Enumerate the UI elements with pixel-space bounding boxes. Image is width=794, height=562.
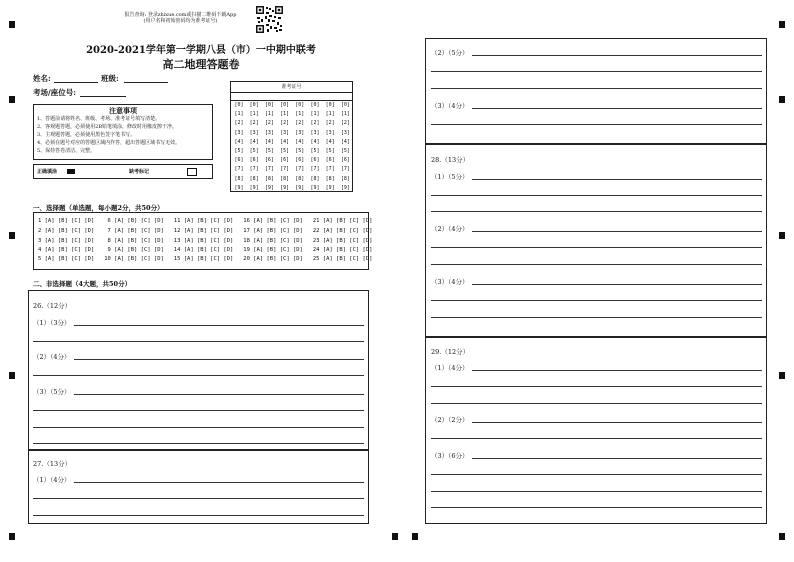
exam-id-bubble[interactable]: [1] [340, 111, 350, 118]
exam-id-bubble[interactable]: [9] [249, 184, 259, 191]
exam-id-bubble[interactable]: [4] [264, 138, 274, 145]
exam-id-bubble[interactable]: [0] [340, 102, 350, 108]
exam-id-bubble[interactable]: [2] [295, 120, 305, 127]
exam-id-bubble[interactable]: [0] [310, 102, 320, 108]
exam-id-bubble[interactable]: [7] [280, 166, 290, 173]
name-label: 姓名: [33, 74, 51, 83]
exam-id-bubble[interactable]: [7] [264, 166, 274, 173]
answer-line[interactable] [431, 195, 762, 196]
section1-heading: 一、选择题（单选题，每小题2分，共50分） [33, 204, 164, 212]
mcq-row[interactable]: 1 [A] [B] [C] [D] 6 [A] [B] [C] [D] 11 [A] [B] [C] [D] 16 [A] [B] [C] [D] 21 [A] [B] [C] [D] [38, 218, 373, 224]
exam-id-bubble[interactable]: [1] [310, 111, 320, 118]
exam-id-heading: 准考证号 [281, 84, 302, 90]
absent-label: 缺考标记 [129, 169, 150, 175]
exam-id-bubble[interactable]: [2] [325, 120, 335, 127]
registration-mark [392, 533, 398, 540]
section2-heading: 二、非选择题（4大题，共50分） [33, 280, 132, 288]
top-note-line2: (用户名和初始密码均为准考证号) [143, 18, 218, 24]
q29-sub3: （3）（6分） [431, 452, 469, 460]
answer-line[interactable] [431, 247, 762, 248]
q26-heading: 26.（12分） [33, 302, 72, 310]
mcq-row[interactable]: 3 [A] [B] [C] [D] 8 [A] [B] [C] [D] 13 [A] [B] [C] [D] 18 [A] [B] [C] [D] 23 [A] [B] [C] [D] [38, 238, 373, 244]
exam-id-bubble[interactable]: [9] [325, 184, 335, 191]
exam-id-bubble[interactable]: [0] [280, 102, 290, 108]
exam-id-bubble[interactable]: [3] [249, 129, 259, 136]
q28-heading: 28.（13分） [431, 156, 470, 164]
answer-line[interactable] [431, 124, 762, 125]
answer-line[interactable] [431, 438, 762, 439]
exam-id-bubble[interactable]: [7] [234, 166, 244, 173]
exam-id-bubble[interactable]: [1] [280, 111, 290, 118]
exam-id-bubble[interactable]: [4] [310, 138, 320, 145]
q26-box [28, 290, 369, 450]
exam-id-bubble[interactable]: [6] [310, 157, 320, 164]
exam-id-bubble[interactable]: [8] [264, 175, 274, 182]
registration-mark [779, 232, 785, 239]
exam-id-column [309, 101, 321, 193]
exam-id-bubble[interactable]: [1] [325, 111, 335, 118]
notice-list [37, 116, 180, 154]
exam-id-bubble[interactable]: [6] [249, 157, 259, 164]
answer-line[interactable] [472, 370, 762, 371]
exam-id-bubble[interactable]: [9] [234, 184, 244, 191]
answer-line[interactable] [74, 359, 364, 360]
mcq-row[interactable]: 4 [A] [B] [C] [D] 9 [A] [B] [C] [D] 14 [A] [B] [C] [D] 19 [A] [B] [C] [D] 24 [A] [B] [C] [D] [38, 247, 373, 253]
mcq-row[interactable]: 5 [A] [B] [C] [D] 10 [A] [B] [C] [D] 15 [A] [B] [C] [D] 20 [A] [B] [C] [D] 25 [A] [B] [C] [D] [38, 256, 373, 262]
registration-mark [779, 96, 785, 103]
notice-item: 3、主观题答题，必须使用黑色签字笔书写。 [37, 132, 136, 138]
exam-id-bubble[interactable]: [5] [340, 147, 350, 154]
exam-id-bubble[interactable]: [1] [295, 111, 305, 118]
exam-id-bubble[interactable]: [3] [340, 129, 350, 136]
exam-id-bubble[interactable]: [5] [310, 147, 320, 154]
q29-box [425, 337, 767, 524]
answer-line[interactable] [431, 507, 762, 508]
notice-item: 2、客观题答题，必须使用2B铅笔填涂，修改时用橡皮擦干净。 [37, 124, 178, 130]
q27-heading: 27.（13分） [33, 460, 72, 468]
answer-line[interactable] [472, 55, 762, 56]
exam-id-bubble[interactable]: [4] [340, 138, 350, 145]
fill-correct-label: 正确填涂 [37, 169, 58, 175]
q29-heading: 29.（12分） [431, 348, 470, 356]
mcq-row[interactable]: 2 [A] [B] [C] [D] 7 [A] [B] [C] [D] 12 [A] [B] [C] [D] 17 [A] [B] [C] [D] 22 [A] [B] [C] [D] [38, 228, 373, 234]
exam-id-bubble[interactable]: [6] [340, 157, 350, 164]
answer-line[interactable] [472, 231, 762, 232]
exam-id-column [233, 101, 245, 193]
q26-sub2: （2）（4分） [33, 353, 71, 361]
exam-id-bubble[interactable]: [0] [325, 102, 335, 108]
exam-id-bubble[interactable]: [8] [325, 175, 335, 182]
exam-id-bubble[interactable]: [5] [234, 147, 244, 154]
answer-line[interactable] [472, 458, 762, 459]
class-label: 班级: [101, 74, 119, 83]
answer-line[interactable] [33, 410, 364, 411]
exam-id-bubble[interactable]: [8] [310, 175, 320, 182]
answer-line[interactable] [74, 394, 364, 395]
exam-id-bubble[interactable]: [6] [264, 157, 274, 164]
answer-line[interactable] [74, 325, 364, 326]
exam-id-bubble[interactable]: [7] [249, 166, 259, 173]
filled-bubble-icon [67, 169, 75, 174]
notice-item: 4、必须在题号对应的答题区域内作答，超出答题区域书写无效。 [37, 140, 181, 146]
answer-line[interactable] [431, 300, 762, 301]
exam-id-bubble[interactable]: [3] [280, 129, 290, 136]
answer-line[interactable] [431, 264, 762, 265]
registration-mark [9, 232, 15, 239]
exam-id-bubble[interactable]: [9] [295, 184, 305, 191]
q26-sub3: （3）（5分） [33, 388, 71, 396]
exam-id-bubble[interactable]: [5] [325, 147, 335, 154]
q28-sub2: （2）（4分） [431, 225, 469, 233]
exam-id-bubble[interactable]: [1] [264, 111, 274, 118]
q28-sub1: （1）（5分） [431, 173, 469, 181]
q29-sub1: （1）（4分） [431, 364, 469, 372]
exam-id-bubble[interactable]: [3] [234, 129, 244, 136]
q27-box [28, 450, 369, 524]
top-note-line1: 报告查询: 登录zhixue.com或扫描二维码下载App [124, 12, 237, 18]
answer-line[interactable] [33, 427, 364, 428]
sheet-title: 高二地理答题卷 [162, 58, 240, 71]
exam-id-bubble[interactable]: [9] [264, 184, 274, 191]
answer-line[interactable] [472, 422, 762, 423]
exam-id-bubble[interactable]: [6] [234, 157, 244, 164]
answer-line[interactable] [472, 108, 762, 109]
exam-id-bubble[interactable]: [3] [325, 129, 335, 136]
exam-id-bubble[interactable]: [8] [249, 175, 259, 182]
notice-heading: 注意事项 [109, 106, 137, 115]
answer-line[interactable] [431, 491, 762, 492]
q28-sub3: （3）（4分） [431, 278, 469, 286]
exam-id-bubble[interactable]: [0] [249, 102, 259, 108]
name-field[interactable] [54, 82, 98, 83]
exam-id-bubble[interactable]: [7] [325, 166, 335, 173]
seat-label: 考场/座位号: [33, 88, 77, 97]
exam-id-column [294, 101, 306, 193]
exam-title: 2020-2021学年第一学期八县（市）一中期中联考 [86, 45, 316, 56]
exam-id-column [248, 101, 260, 193]
q28-box [425, 144, 767, 337]
exam-id-bubble[interactable]: [5] [264, 147, 274, 154]
answer-line[interactable] [74, 482, 364, 483]
exam-id-bubble[interactable]: [1] [234, 111, 244, 118]
registration-mark [9, 533, 15, 540]
answer-line[interactable] [431, 211, 762, 212]
notice-box [33, 104, 213, 160]
exam-id-bubble[interactable]: [6] [280, 157, 290, 164]
seat-field[interactable] [80, 96, 126, 97]
q27-cont-box [425, 38, 767, 144]
exam-id-bubble[interactable]: [5] [249, 147, 259, 154]
exam-id-bubble[interactable]: [2] [310, 120, 320, 127]
registration-mark [9, 21, 15, 28]
registration-mark [412, 533, 418, 540]
exam-id-column [339, 101, 351, 193]
exam-id-bubble[interactable]: [8] [280, 175, 290, 182]
exam-id-bubble[interactable]: [8] [234, 175, 244, 182]
answer-line[interactable] [431, 88, 762, 89]
answer-line[interactable] [431, 317, 762, 318]
answer-line[interactable] [472, 284, 762, 285]
answer-line[interactable] [431, 474, 762, 475]
exam-id-bubble[interactable]: [9] [340, 184, 350, 191]
exam-id-bubble[interactable]: [3] [264, 129, 274, 136]
q26-sub1: （1）（3分） [33, 319, 71, 327]
fill-example-box [33, 164, 213, 179]
exam-id-bubble[interactable]: [0] [264, 102, 274, 108]
exam-id-bubble[interactable]: [5] [280, 147, 290, 154]
exam-id-bubble[interactable]: [4] [249, 138, 259, 145]
exam-id-bubble[interactable]: [9] [280, 184, 290, 191]
top-note [108, 12, 253, 24]
exam-id-bubble[interactable]: [3] [310, 129, 320, 136]
exam-id-bubble[interactable]: [4] [325, 138, 335, 145]
answer-line[interactable] [33, 498, 364, 499]
exam-id-column [263, 101, 275, 193]
notice-item: 1、答题前请将姓名、班级、考场、准考证号填写清楚。 [37, 116, 161, 122]
answer-line[interactable] [431, 71, 762, 72]
answer-line[interactable] [431, 403, 762, 404]
exam-id-bubble[interactable]: [7] [310, 166, 320, 173]
exam-id-bubble[interactable]: [6] [325, 157, 335, 164]
exam-id-bubble[interactable]: [2] [234, 120, 244, 127]
q27-sub2: （2）（5分） [431, 49, 469, 57]
exam-id-bubble[interactable]: [7] [340, 166, 350, 173]
registration-mark [9, 96, 15, 103]
answer-line[interactable] [33, 375, 364, 376]
notice-item: 5、保持答卷清洁、完整。 [37, 148, 96, 154]
exam-id-column [279, 101, 291, 193]
exam-id-bubble[interactable]: [7] [295, 166, 305, 173]
exam-id-bubble[interactable]: [6] [295, 157, 305, 164]
exam-id-bubble[interactable]: [4] [295, 138, 305, 145]
answer-line[interactable] [33, 515, 364, 516]
exam-id-bubble[interactable]: [2] [340, 120, 350, 127]
exam-id-bubble[interactable]: [0] [295, 102, 305, 108]
class-field[interactable] [124, 82, 168, 83]
exam-id-bubble[interactable]: [9] [310, 184, 320, 191]
q27-sub3: （3）（4分） [431, 102, 469, 110]
absent-checkbox[interactable] [187, 168, 197, 176]
answer-line[interactable] [33, 443, 364, 444]
exam-id-bubble[interactable]: [5] [295, 147, 305, 154]
exam-id-bubble[interactable]: [4] [234, 138, 244, 145]
exam-id-bubble[interactable]: [0] [234, 102, 244, 108]
answer-line[interactable] [33, 341, 364, 342]
exam-id-bubble[interactable]: [3] [295, 129, 305, 136]
exam-id-bubble[interactable]: [2] [280, 120, 290, 127]
answer-line[interactable] [431, 386, 762, 387]
exam-id-bubble[interactable]: [8] [295, 175, 305, 182]
exam-id-bubble[interactable]: [8] [340, 175, 350, 182]
answer-line[interactable] [472, 179, 762, 180]
qr-code [256, 6, 283, 33]
exam-id-column [324, 101, 336, 193]
exam-id-bubble[interactable]: [4] [280, 138, 290, 145]
registration-mark [9, 372, 15, 379]
q27-sub1: （1）（4分） [33, 476, 71, 484]
registration-mark [779, 372, 785, 379]
exam-id-bubble[interactable]: [2] [249, 120, 259, 127]
exam-id-bubble[interactable]: [2] [264, 120, 274, 127]
registration-mark [779, 533, 785, 540]
exam-id-bubble[interactable]: [1] [249, 111, 259, 118]
registration-mark [779, 21, 785, 28]
q29-sub2: （2）（2分） [431, 416, 469, 424]
